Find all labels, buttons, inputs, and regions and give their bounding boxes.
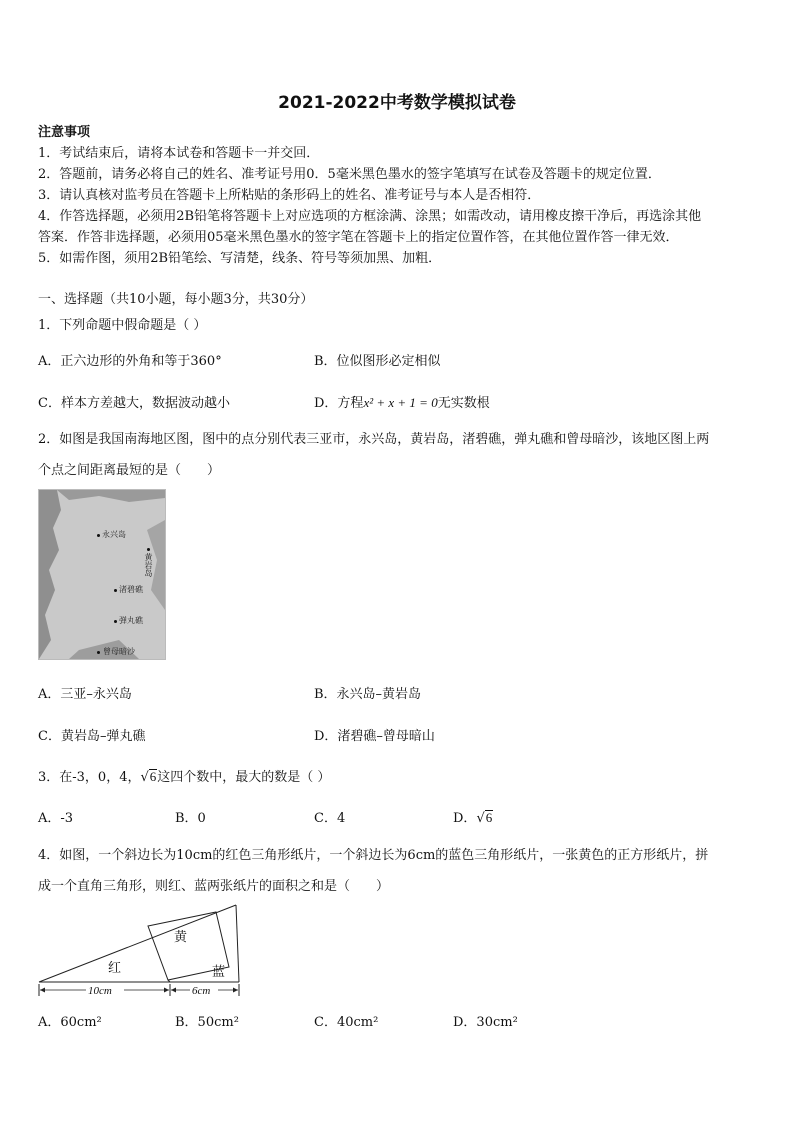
q1-option-b: B．位似图形必定相似 — [314, 354, 441, 369]
map-point-huangyan — [147, 548, 150, 551]
label-yellow: 黄 — [174, 930, 188, 945]
question-4-stem-line2: 成一个直角三角形，则红、蓝两张纸片的面积之和是（ ） — [38, 879, 390, 894]
notice-item: 答案．作答非选择题，必须用05毫米黑色墨水的签字笔在答题卡上的指定位置作答，在其他位置作答一律无效． — [38, 230, 679, 245]
notice-heading: 注意事项 — [38, 125, 91, 140]
question-3-stem — [38, 766, 330, 785]
label-blue: 蓝 — [212, 965, 226, 980]
vertical-leg-line — [236, 905, 239, 982]
map-label-huangyan: 黄岩岛 — [144, 553, 153, 577]
question-2-stem-line1: 2．如图是我国南海地区图，图中的点分别代表三亚市，永兴岛，黄岩岛，渚碧礁，弹丸礁和曾母暗沙，该地区图上两 — [38, 432, 710, 447]
q4-option-b: B．50cm² — [175, 1015, 239, 1030]
q3-radicand: 6 — [149, 769, 157, 784]
q3-stem-suffix: 这四个数中，最大的数是（ ） — [157, 770, 331, 785]
q3-option-a: A．-3 — [38, 811, 74, 826]
q1-option-d — [314, 392, 490, 411]
q1-option-c: C．样本方差越大，数据波动越小 — [38, 396, 230, 411]
map-label-zhubi: 渚碧礁 — [119, 585, 143, 594]
q3-option-b: B．0 — [175, 811, 206, 826]
q2-option-c: C．黄岩岛–弹丸礁 — [38, 729, 146, 744]
triangle-figure — [36, 900, 242, 1000]
map-point-yongxing — [97, 534, 100, 537]
notice-item: 4．作答选择题，必须用2B铅笔将答题卡上对应选项的方框涂满、涂黑；如需改动，请用橡皮擦干净后，再选涂其他 — [38, 209, 702, 224]
map-label-danwan: 弹丸礁 — [119, 616, 143, 625]
map-point-danwan — [114, 620, 117, 623]
arrowhead — [40, 988, 45, 993]
arrowhead — [171, 988, 176, 993]
q2-option-b: B．永兴岛–黄岩岛 — [314, 687, 422, 702]
q3-option-c: C．4 — [314, 811, 346, 826]
map-label-zengmu: 曾母暗沙 — [103, 647, 135, 656]
q3-option-d — [453, 807, 493, 826]
q1-option-d-suffix: 无实数根 — [437, 396, 490, 411]
notice-item: 2．答题前，请务必将自己的姓名、准考证号用0．5毫米黑色墨水的签字笔填写在试卷及答题卡的规定位置． — [38, 167, 661, 182]
q4-option-c: C．40cm² — [314, 1015, 379, 1030]
q3-option-d-prefix: D． — [453, 811, 477, 826]
arrowhead — [164, 988, 169, 993]
question-1-stem: 1．下列命题中假命题是（ ） — [38, 318, 207, 333]
q2-option-d: D．渚碧礁–曾母暗山 — [314, 729, 435, 744]
q1-equation: x² + x + 1 = 0 — [363, 395, 438, 410]
question-4-stem-line1: 4．如图，一个斜边长为10cm的红色三角形纸片，一个斜边长为6cm的蓝色三角形纸片，一张黄色的正方形纸片，拼 — [38, 848, 709, 863]
map-label-yongxing: 永兴岛 — [102, 530, 126, 539]
q4-option-d: D．30cm² — [453, 1015, 518, 1030]
q1-option-a: A．正六边形的外角和等于360° — [38, 354, 222, 369]
question-2-stem-line2: 个点之间距离最短的是（ ） — [38, 463, 221, 478]
notice-item: 1．考试结束后，请将本试卷和答题卡一并交回． — [38, 146, 320, 161]
q4-option-a: A．60cm² — [38, 1015, 102, 1030]
q1-option-d-prefix: D．方程 — [314, 396, 364, 411]
section-heading: 一、选择题（共10小题，每小题3分，共30分） — [38, 292, 314, 307]
map-point-zhubi — [114, 589, 117, 592]
sqrt-symbol: √ — [140, 770, 149, 785]
q3-stem-prefix: 3．在-3，0，4， — [38, 770, 141, 785]
hypotenuse-line — [39, 905, 236, 982]
q3-option-d-radicand: 6 — [485, 810, 493, 825]
sqrt-symbol: √ — [476, 811, 485, 826]
q2-option-a: A．三亚–永兴岛 — [38, 687, 132, 702]
notice-item: 3．请认真核对监考员在答题卡上所粘贴的条形码上的姓名、准考证号与本人是否相符． — [38, 188, 541, 203]
label-length-blue: 6cm — [192, 985, 211, 997]
arrowhead — [233, 988, 238, 993]
page-title: 2021-2022中考数学模拟试卷 — [278, 93, 516, 113]
label-length-red: 10cm — [88, 985, 112, 997]
notice-item: 5．如需作图，须用2B铅笔绘、写清楚，线条、符号等须加黑、加粗． — [38, 251, 442, 266]
south-china-sea-map — [38, 489, 166, 660]
label-red: 红 — [108, 961, 122, 976]
map-point-zengmu — [97, 651, 100, 654]
